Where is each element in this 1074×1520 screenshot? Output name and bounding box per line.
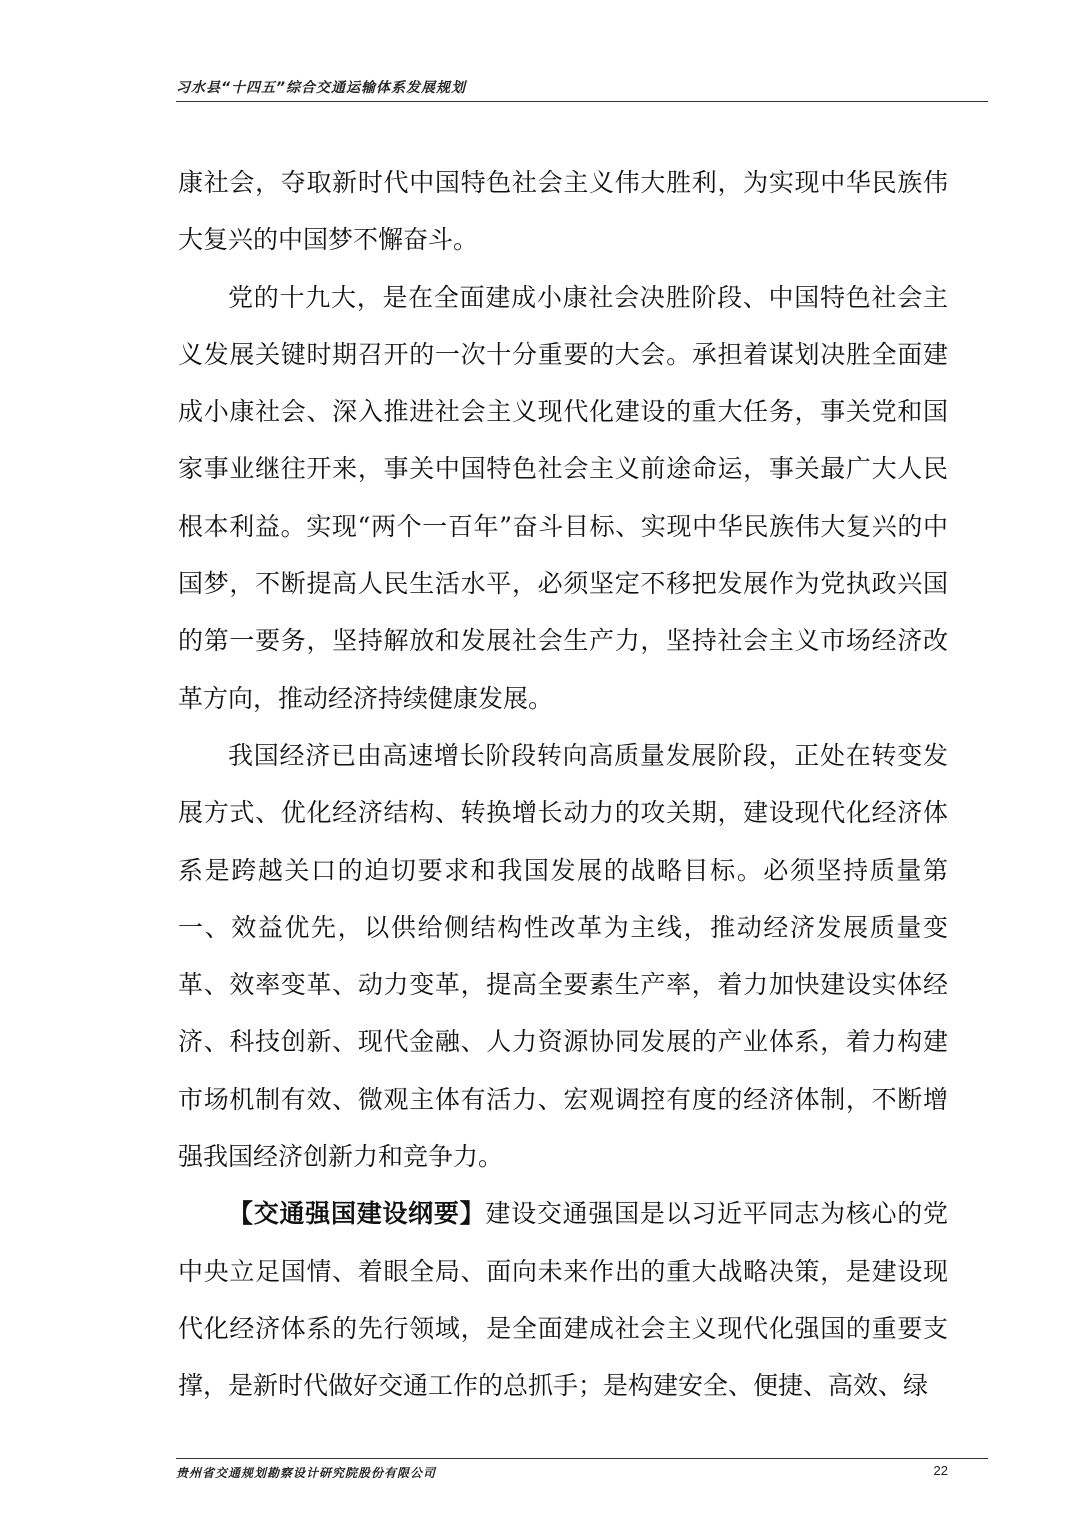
document-title: 习水县“十四五”综合交通运输体系发展规划 [176,80,467,96]
footer-organization: 贵州省交通规划勘察设计研究院股份有限公司 [176,1466,437,1480]
document-body [178,154,948,1415]
paragraph-economy: 我国经济已由高速增长阶段转向高质量发展阶段，正处在转变发展方式、优化经济结构、转换增长动力的攻关期，建设现代化经济体系是跨越关口的迫切要求和我国发展的战略目标。必须坚持质量第一、效益优先，以供给侧结构性改革为主线，推动经济发展质量变革、效率变革、动力变革，提高全要素生产率，着力加快建设实体经济、科技创新、现代金融、人力资源协同发展的产业体系，着力构建市场机制有效、微观主体有活力、宏观调控有度的经济体制，不断增强我国经济创新力和竞争力。 [178,740,948,1172]
transport-outline-heading: 【交通强国建设纲要】 [228,1199,486,1229]
header-divider [176,101,988,102]
page-number: 22 [933,1463,948,1478]
paragraph-continuation: 康社会，夺取新时代中国特色社会主义伟大胜利，为实现中华民族伟大复兴的中国梦不懈奋斗。 [178,168,948,255]
transport-outline-text: 建设交通强国是以习近平同志为核心的党中央立足国情、着眼全局、面向未来作出的重大战略决策，是建设现代化经济体系的先行领域，是全面建成社会主义现代化强国的重要支撑，是新时代做好交通工作的总抓手；是构建安全、便捷、高效、绿 [178,1199,948,1401]
page-footer [176,1458,988,1488]
page-header [176,78,988,104]
paragraph-nineteenth-congress: 党的十九大，是在全面建成小康社会决胜阶段、中国特色社会主义发展关键时期召开的一次十分重要的大会。承担着谋划决胜全面建成小康社会、深入推进社会主义现代化建设的重大任务，事关党和国家事业继往开来，事关中国特色社会主义前途命运，事关最广大人民根本利益。实现“两个一百年”奋斗目标、实现中华民族伟大复兴的中国梦，不断提高人民生活水平，必须坚定不移把发展作为党执政兴国的第一要务，坚持解放和发展社会生产力，坚持社会主义市场经济改革方向，推动经济持续健康发展。 [178,282,948,713]
footer-divider [176,1458,988,1459]
paragraph-transport-outline [178,1185,948,1414]
